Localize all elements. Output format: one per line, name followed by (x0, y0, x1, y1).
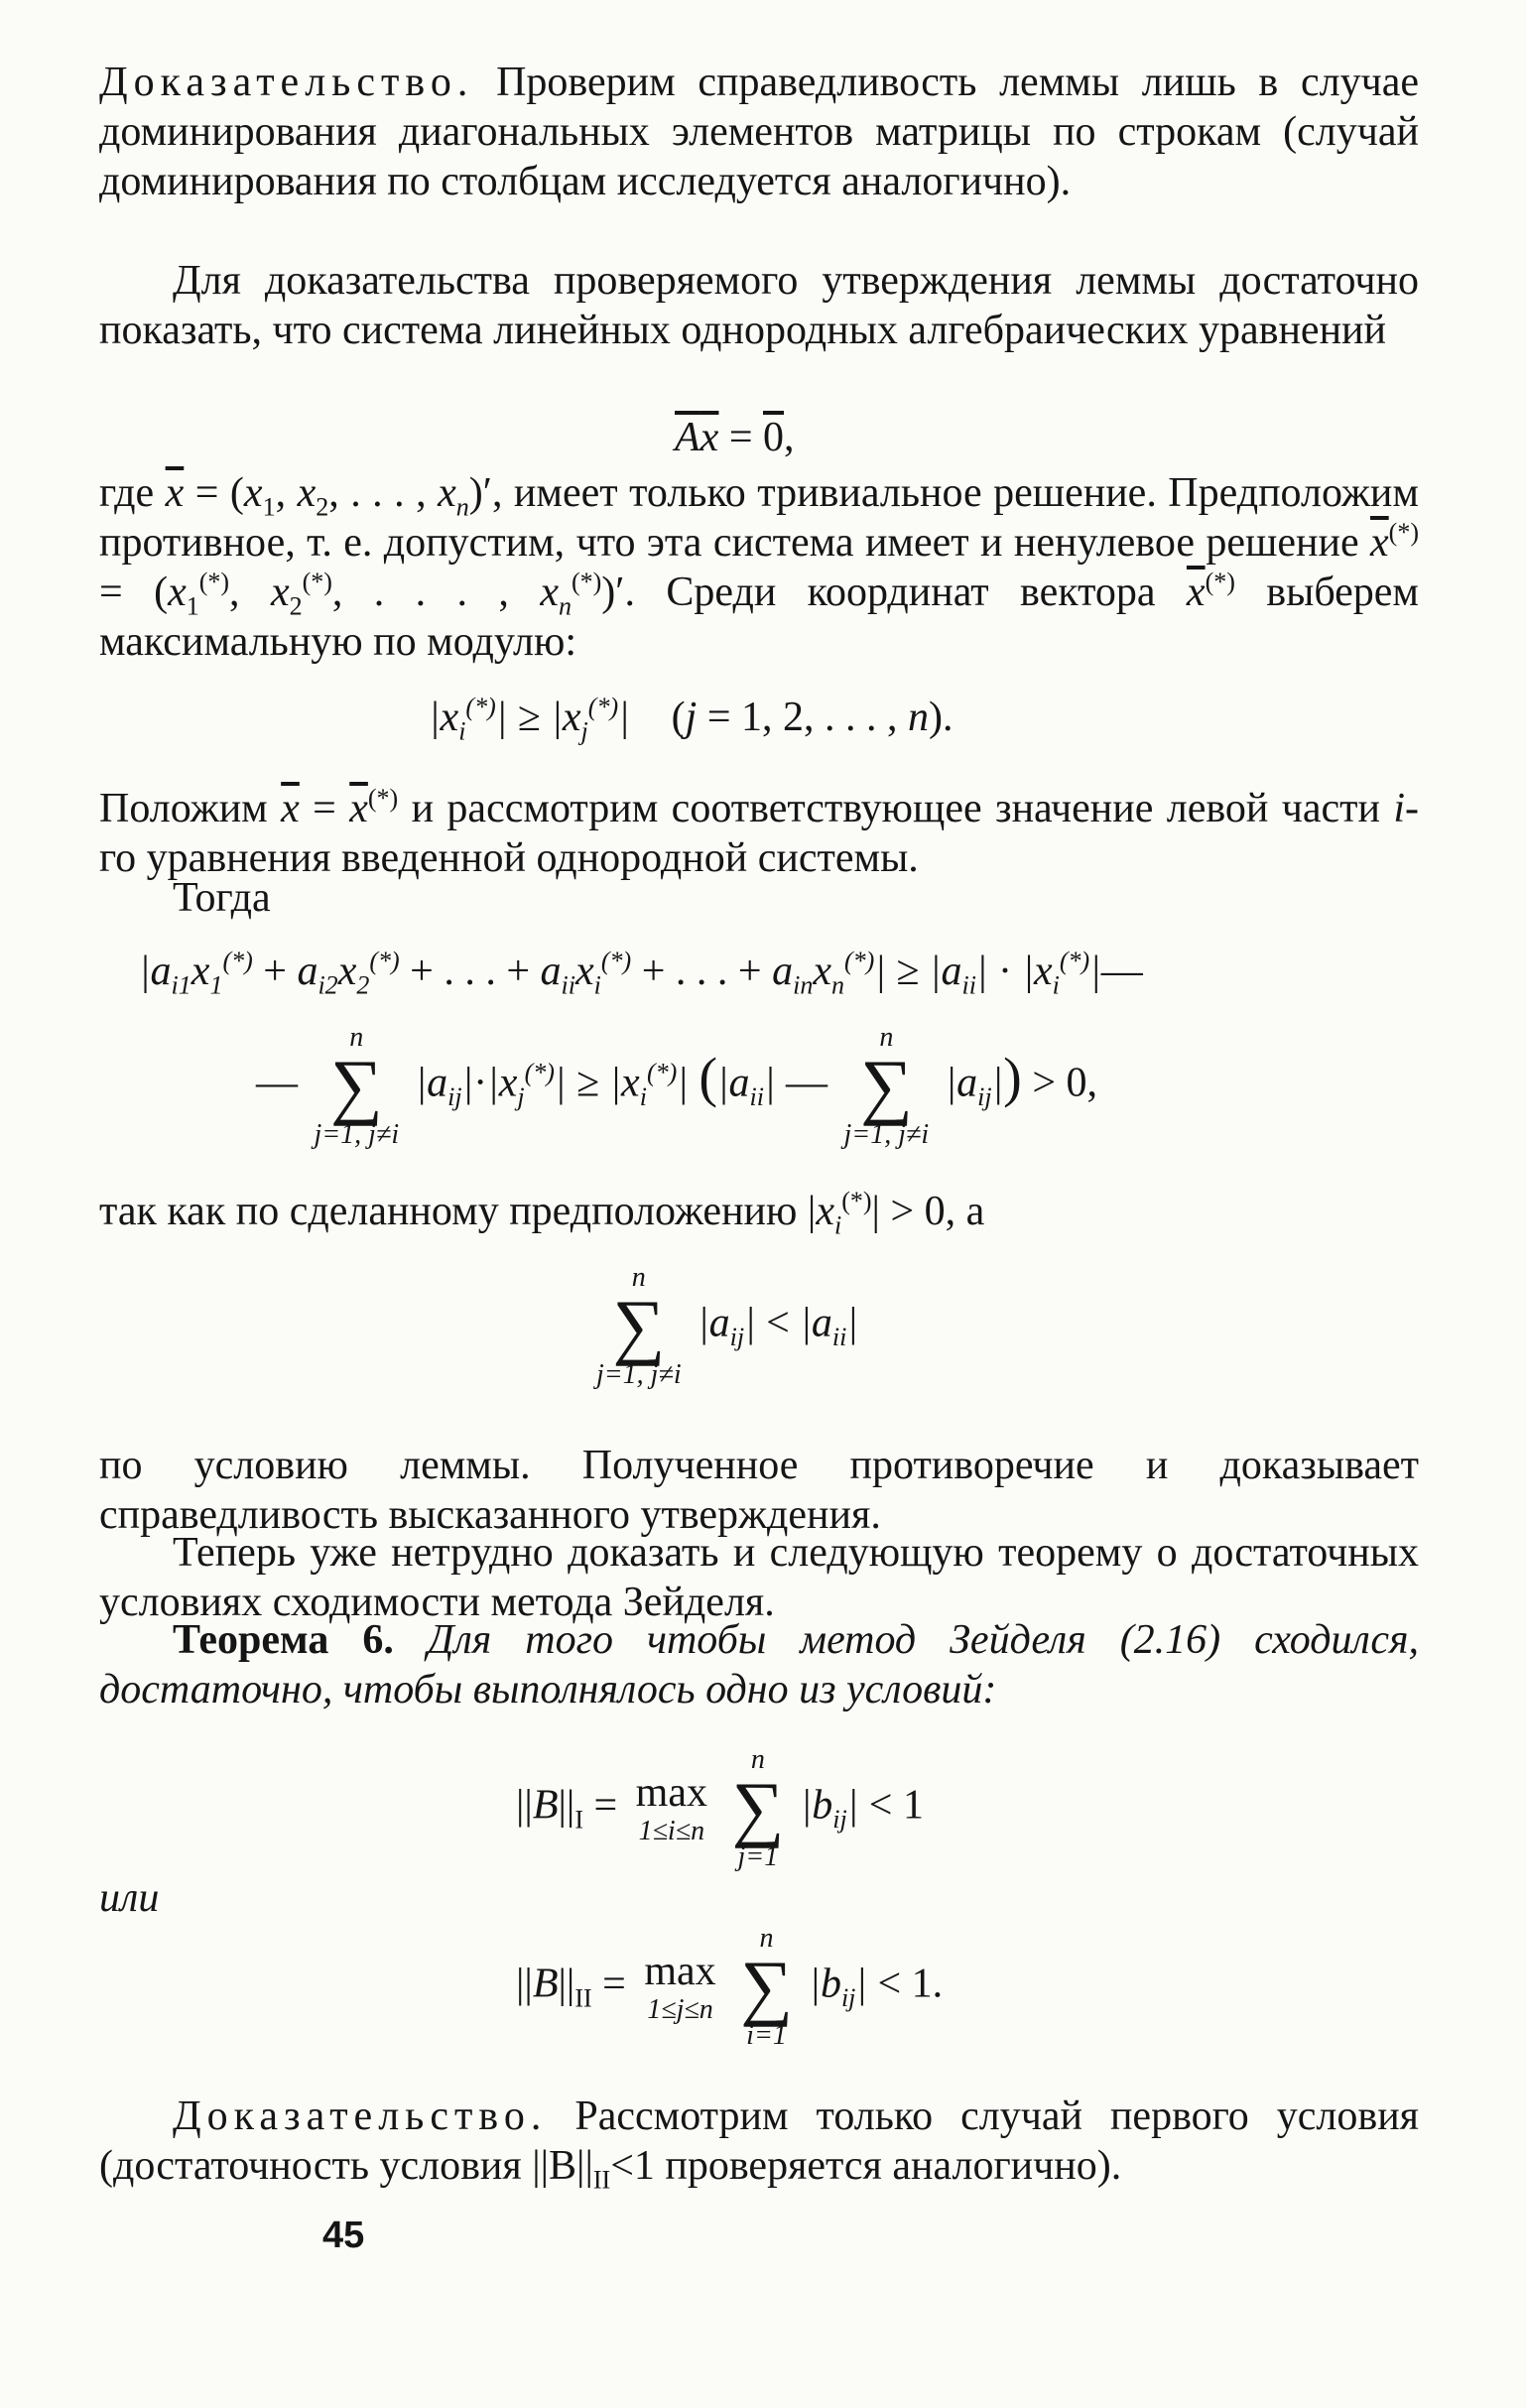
paragraph-7: по условию леммы. Полученное противоречие и доказывает справедливость высказанного утверждения. (99, 1443, 1419, 1538)
sum-operator: n ∑ j=1, j≠i (314, 1022, 400, 1150)
proof-heading: Доказательство. (173, 2093, 548, 2139)
max-operator: max 1≤i≤n (635, 1770, 707, 1846)
equation-system: Ax = 0, (675, 415, 795, 460)
proof-paragraph-1 (99, 58, 1419, 206)
theorem-statement: Для того чтобы метод Зейделя (2.16) сходился, достаточно, чтобы выполнялось одно из условий: (99, 1617, 1419, 1712)
proof-text: Проверим справедливость леммы лишь в случае доминирования диагональных элементов матрицы по строкам (случай доминирования по столбцам исследуется аналогично). (99, 60, 1419, 204)
equation-norm-1: $||B||_I$ = max 1≤i≤n n ∑ j=1 $|b_{ij}| < 1$ (516, 1744, 924, 1872)
proof-heading: Доказательство. (99, 60, 474, 105)
sum-operator: n ∑ j=1, j≠i (596, 1262, 682, 1390)
paragraph-then: Тогда (173, 875, 271, 921)
theorem-label: Теорема 6. (173, 1617, 394, 1663)
equation-chain-line-2: — n ∑ j=1, j≠i $|a_{ij}|\cdot|x_j^{(*)}| \ge |x_i^{(*)}|$ ($|a_{ii}|$ — n ∑ j=1, j≠i $|a_{ij}|) > 0$, (256, 1022, 1098, 1150)
theorem-6 (99, 1615, 1419, 1714)
paragraph-4: Положим $\overline{x} = \overline{x}^{(*)}$ и рассмотрим соответствующее значение левой части i-го уравнения введенной однородной системы. (99, 784, 1420, 881)
page-number: 45 (322, 2215, 365, 2256)
paragraph-6: так как по сделанному предположению $|x_i^{(*)}| > 0$, а (99, 1187, 985, 1240)
proof-paragraph-2: Доказательство. Рассмотрим только случай первого условия (достаточность условия $||B||_{II}<1$ проверяется аналогично). (99, 2093, 1419, 2195)
or-word: или (99, 1875, 160, 1921)
equation-row-sum: n ∑ j=1, j≠i $|a_{ij}| < |a_{ii}|$ (596, 1262, 858, 1390)
sum-operator: n ∑ i=1 (740, 1923, 793, 2051)
paragraph-8: Теперь уже нетрудно доказать и следующую теорему о достаточных условиях сходимости метода Зейделя. (99, 1530, 1419, 1625)
paragraph-3: где $\overline{x} = (x_1$, $x_2$, . . . , $x_n)'$, имеет только тривиальное решение. Предположим противное, т. е. допустим, что эта система имеет и ненулевое решение $\overline{x}^{(*)} = (x_1^{(*)}$, $x_2^{(*)}$, . . . , $x_n^{(*)})'$. Среди координат вектора $\overline{x}^{(*)}$ выберем максимальную по модулю: (99, 470, 1420, 665)
equation-norm-2: $||B||_{II}$ = max 1≤j≤n n ∑ i=1 $|b_{ij}| < 1$. (516, 1923, 944, 2051)
sum-operator: n ∑ j=1, j≠i (843, 1022, 930, 1150)
equation-chain-line-1: $|a_{i1}x_1^{(*)} + a_{i2}x_2^{(*)}$ + . . . + $a_{ii}x_i^{(*)}$ + . . . + $a_{in}x_n^{(*)}| \ge |a_{ii}|$ · $|x_i^{(*)}|—$ (139, 947, 1143, 1000)
equation-max-coordinate: $|x_i^{(*)}| \ge |x_j^{(*)}|$ (j = 1, 2, . . . , n). (429, 693, 954, 746)
max-operator: max 1≤j≤n (644, 1949, 716, 2025)
paragraph-2: Для доказательства проверяемого утверждения леммы достаточно показать, что система линейных однородных алгебраических уравнений (99, 258, 1419, 353)
sum-operator: n ∑ j=1 (731, 1744, 785, 1872)
